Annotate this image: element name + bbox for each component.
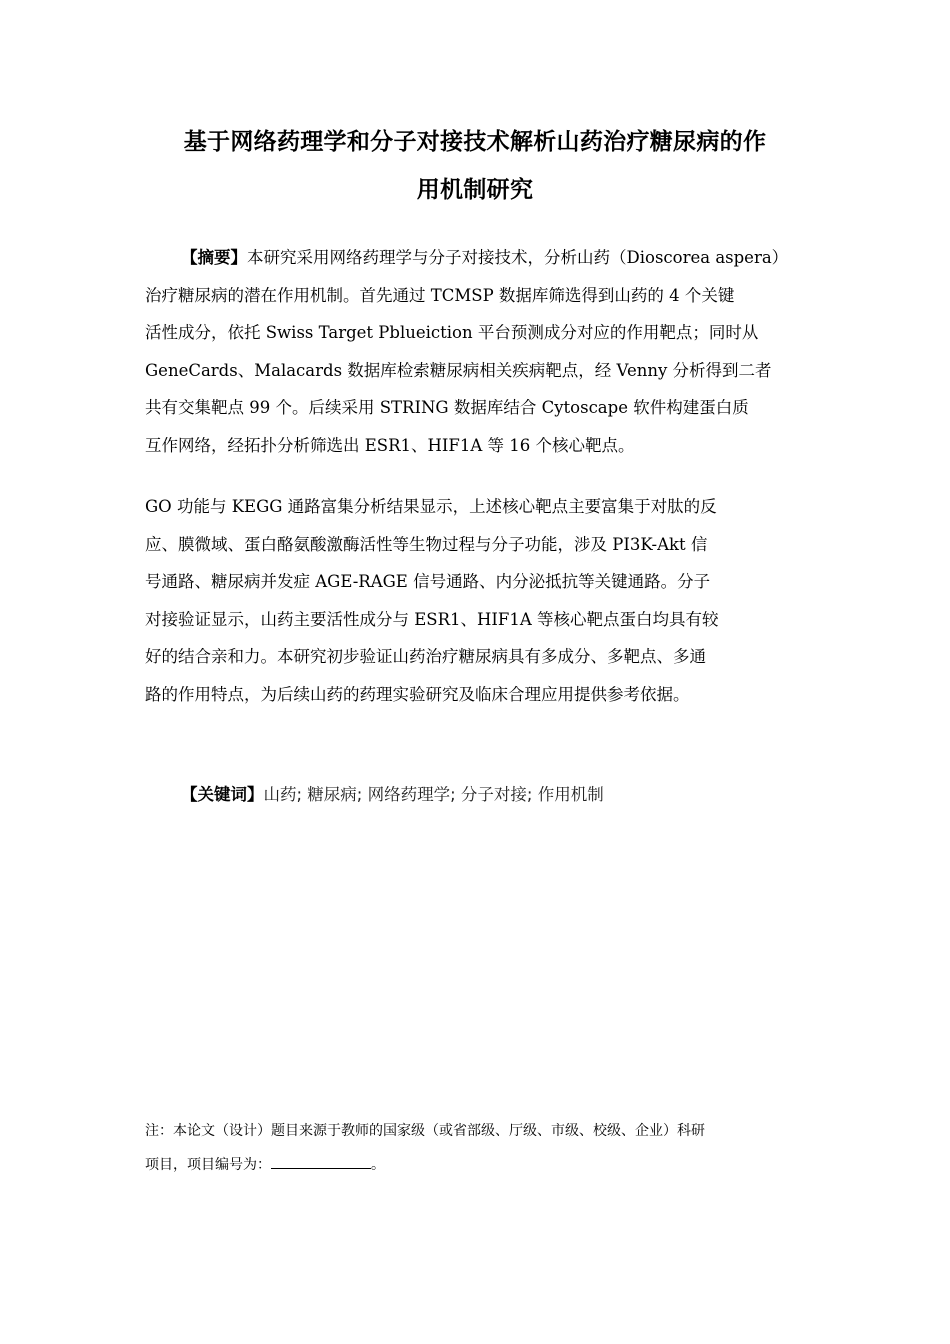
abstract2-line-2: 应、膜微域、蛋白酪氨酸激酶活性等生物过程与分子功能，涉及 PI3K-Akt 信 xyxy=(145,534,708,554)
keywords-text: 山药; 糖尿病; 网络药理学; 分子对接; 作用机制 xyxy=(263,785,604,804)
abstract-line-2: 治疗糖尿病的潜在作用机制。首先通过 TCMSP 数据库筛选得到山药的 4 个关键 xyxy=(145,285,735,305)
abstract2-line-3: 号通路、糖尿病并发症 AGE-RAGE 信号通路、内分泌抵抗等关键通路。分子 xyxy=(145,572,711,591)
abstract-line-3: 活性成分，依托 Swiss Target Pblueiction 平台预测成分对应的作用靶点；同时从 xyxy=(145,323,759,342)
abstract-line-6: 互作网络，经拓扑分析筛选出 ESR1、HIF1A 等 16 个核心靶点。 xyxy=(145,435,635,455)
footnote-line-1: 注：本论文（设计）题目来源于教师的国家级（或省部级、厅级、市级、校级、企业）科研 xyxy=(145,1123,705,1139)
footnote-line-2-suffix: 。 xyxy=(371,1157,385,1173)
footnote-line-2 xyxy=(145,1148,815,1182)
project-number-blank xyxy=(271,1154,371,1169)
footnote-line-2-prefix: 项目，项目编号为： xyxy=(145,1157,271,1173)
keywords-label: 【关键词】 xyxy=(181,785,264,804)
footnote xyxy=(145,1114,815,1182)
abstract2-line-1: GO 功能与 KEGG 通路富集分析结果显示，上述核心靶点主要富集于对肽的反 xyxy=(145,497,717,516)
paper-title-line-1: 基于网络药理学和分子对接技术解析山药治疗糖尿病的作 xyxy=(183,129,767,155)
abstract2-line-4: 对接验证显示，山药主要活性成分与 ESR1、HIF1A 等核心靶点蛋白均具有较 xyxy=(145,609,719,629)
abstract2-line-5: 好的结合亲和力。本研究初步验证山药治疗糖尿病具有多成分、多靶点、多通 xyxy=(145,647,706,666)
abstract-line-4: GeneCards、Malacards 数据库检索糖尿病相关疾病靶点，经 Venny 分析得到二者 xyxy=(145,360,772,380)
abstract-paragraph xyxy=(145,239,815,464)
abstract-paragraph-2 xyxy=(145,488,815,713)
abstract2-line-6: 路的作用特点，为后续山药的药理实验研究及临床合理应用提供参考依据。 xyxy=(145,684,690,704)
keywords-line xyxy=(181,776,604,813)
abstract-text-1: 本研究采用网络药理学与分子对接技术，分析山药（Dioscorea aspera） xyxy=(247,248,789,267)
abstract-line-1 xyxy=(145,239,815,277)
abstract-line-5: 共有交集靶点 99 个。后续采用 STRING 数据库结合 Cytoscape 软件构建蛋白质 xyxy=(145,398,749,417)
paper-title-line-2: 用机制研究 xyxy=(416,177,534,203)
abstract-label: 【摘要】 xyxy=(181,248,247,267)
